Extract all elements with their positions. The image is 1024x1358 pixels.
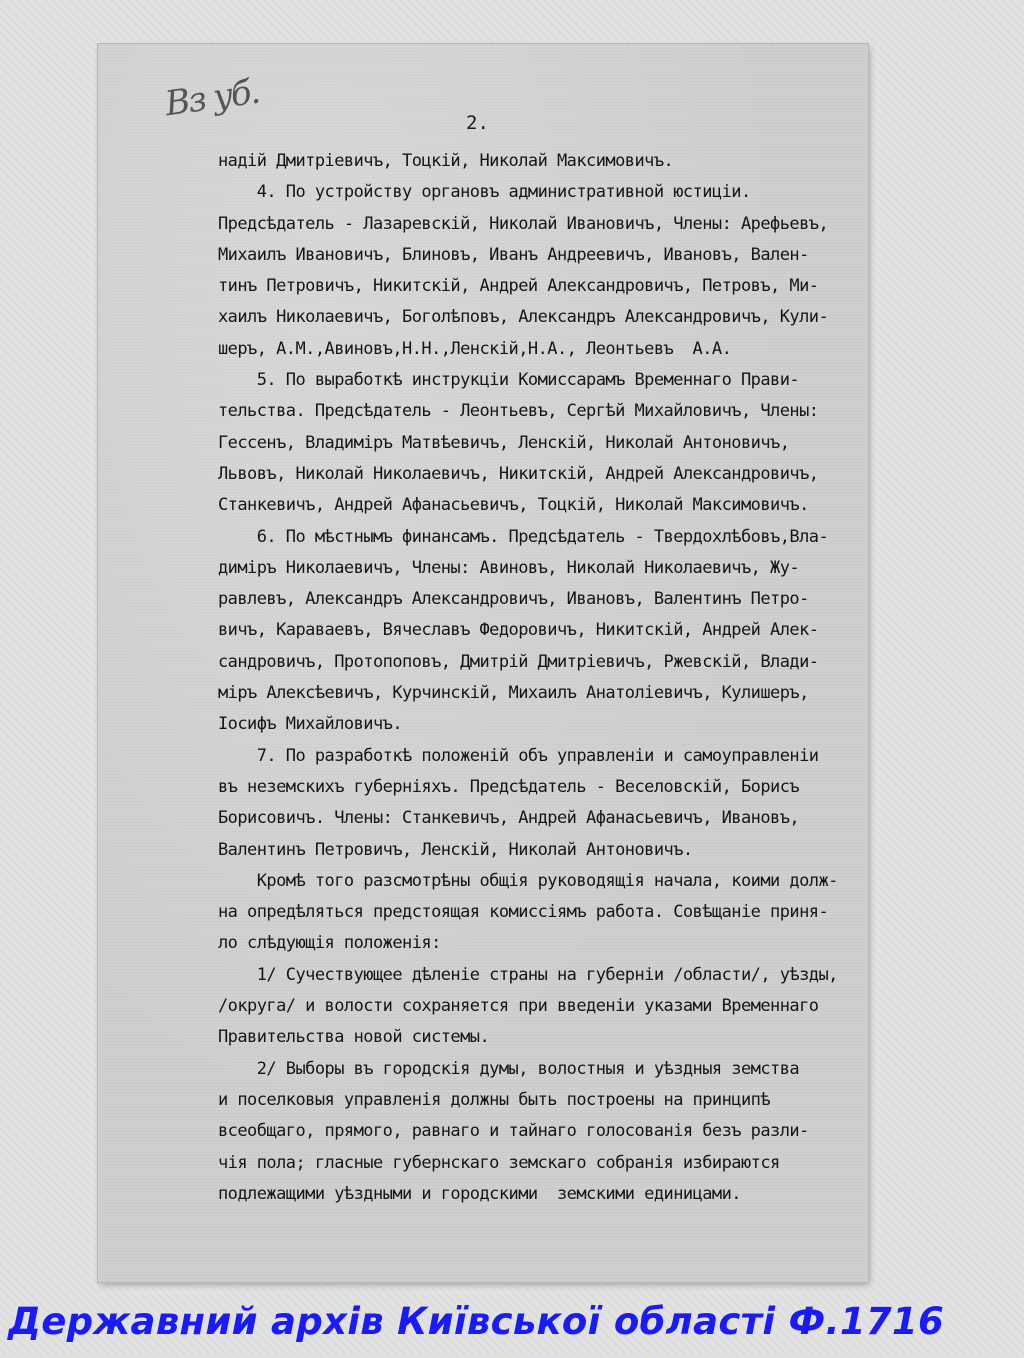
text-line: ло слѣдующія положенія: (218, 933, 441, 954)
text-line: Предсѣдатель - Лазаревскій, Николай Ивановичъ, Члены: Арефьевъ, (218, 213, 829, 234)
text-line: вичъ, Караваевъ, Вячеславъ Федоровичъ, Никитскій, Андрей Алек- (218, 620, 819, 641)
text-line: шеръ, А.М.,Авиновъ,Н.Н.,Ленскій,Н.А., Леонтьевъ А.А. (218, 338, 732, 359)
text-line: Іосифъ Михайловичъ. (218, 714, 403, 735)
text-line: чія пола; гласные губернскаго земскаго собранія избираются (218, 1152, 780, 1173)
text-line: Гессенъ, Владиміръ Матвѣевичъ, Ленскій, Николай Антоновичъ, (218, 432, 790, 453)
text-line: диміръ Николаевичъ, Члены: Авиновъ, Николай Николаевичъ, Жу- (218, 557, 800, 578)
text-line: Правительства новой системы. (218, 1027, 490, 1048)
text-line: /округа/ и волости сохраняется при введеніи указами Временнаго (218, 996, 819, 1017)
text-line: подлежащими уѣздными и городскими земскими единицами. (218, 1183, 741, 1204)
text-line: Валентинъ Петровичъ, Ленскій, Николай Антоновичъ. (218, 839, 693, 860)
page-number: 2. (466, 112, 489, 134)
text-line: Станкевичъ, Андрей Афанасьевичъ, Тоцкій, Николай Максимовичъ. (218, 495, 809, 516)
text-line: Михаилъ Ивановичъ, Блиновъ, Иванъ Андреевичъ, Ивановъ, Вален- (218, 244, 809, 265)
text-line: Борисовичъ. Члены: Станкевичъ, Андрей Афанасьевичъ, Ивановъ, (218, 808, 800, 829)
text-line: 6. По мѣстнымъ финансамъ. Предсѣдатель - Твердохлѣбовъ,Вла- (218, 526, 829, 547)
text-line: тинъ Петровичъ, Никитскій, Андрей Александровичъ, Петровъ, Ми- (218, 276, 819, 297)
text-line: сандровичъ, Протопоповъ, Дмитрій Дмитріевичъ, Ржевскій, Влади- (218, 651, 819, 672)
text-line: 5. По выработкѣ инструкціи Комиссарамъ Временнаго Прави- (218, 370, 800, 391)
text-line: міръ Алексѣевичъ, Курчинскій, Михаилъ Анатоліевичъ, Кулишеръ, (218, 683, 809, 704)
text-line: Кромѣ того разсмотрѣны общія руководящія начала, коими долж- (218, 870, 838, 891)
text-line: хаилъ Николаевичъ, Боголѣповъ, Александръ Александровичъ, Кули- (218, 307, 829, 328)
text-line: всеобщаго, прямого, равнаго и тайнаго голосованія безъ разли- (218, 1121, 809, 1142)
text-line: на опредѣляться предстоящая комиссіямъ работа. Совѣщаніе приня- (218, 902, 829, 923)
text-line: Львовъ, Николай Николаевичъ, Никитскій, Андрей Александровичъ, (218, 463, 819, 484)
text-line: 4. По устройству органовъ административной юстиціи. (218, 182, 751, 203)
text-line: равлевъ, Александръ Александровичъ, Ивановъ, Валентинъ Петро- (218, 589, 809, 610)
text-line: надій Дмитріевичъ, Тоцкій, Николай Максимовичъ. (218, 151, 674, 171)
text-line: 1/ Сучествующее дѣленіе страны на губерніи /области/, уѣзды, (218, 964, 838, 985)
text-line: 7. По разработкѣ положеній объ управленіи и самоуправленіи (218, 745, 819, 766)
text-line: въ неземскихъ губерніяхъ. Предсѣдатель - Веселовскій, Борисъ (218, 776, 800, 797)
text-line: и поселковыя управленія должны быть построены на принципѣ (218, 1089, 771, 1110)
document-body (218, 146, 858, 1210)
handwritten-annotation: Вз уб. (162, 71, 261, 125)
text-line: 2/ Выборы въ городскія думы, волостныя и уѣздныя земства (218, 1058, 800, 1079)
archive-caption: Державний архів Київської області Ф.1716 (8, 1300, 945, 1343)
text-line: тельства. Предсѣдатель - Леонтьевъ, Сергѣй Михайловичъ, Члены: (218, 401, 819, 422)
